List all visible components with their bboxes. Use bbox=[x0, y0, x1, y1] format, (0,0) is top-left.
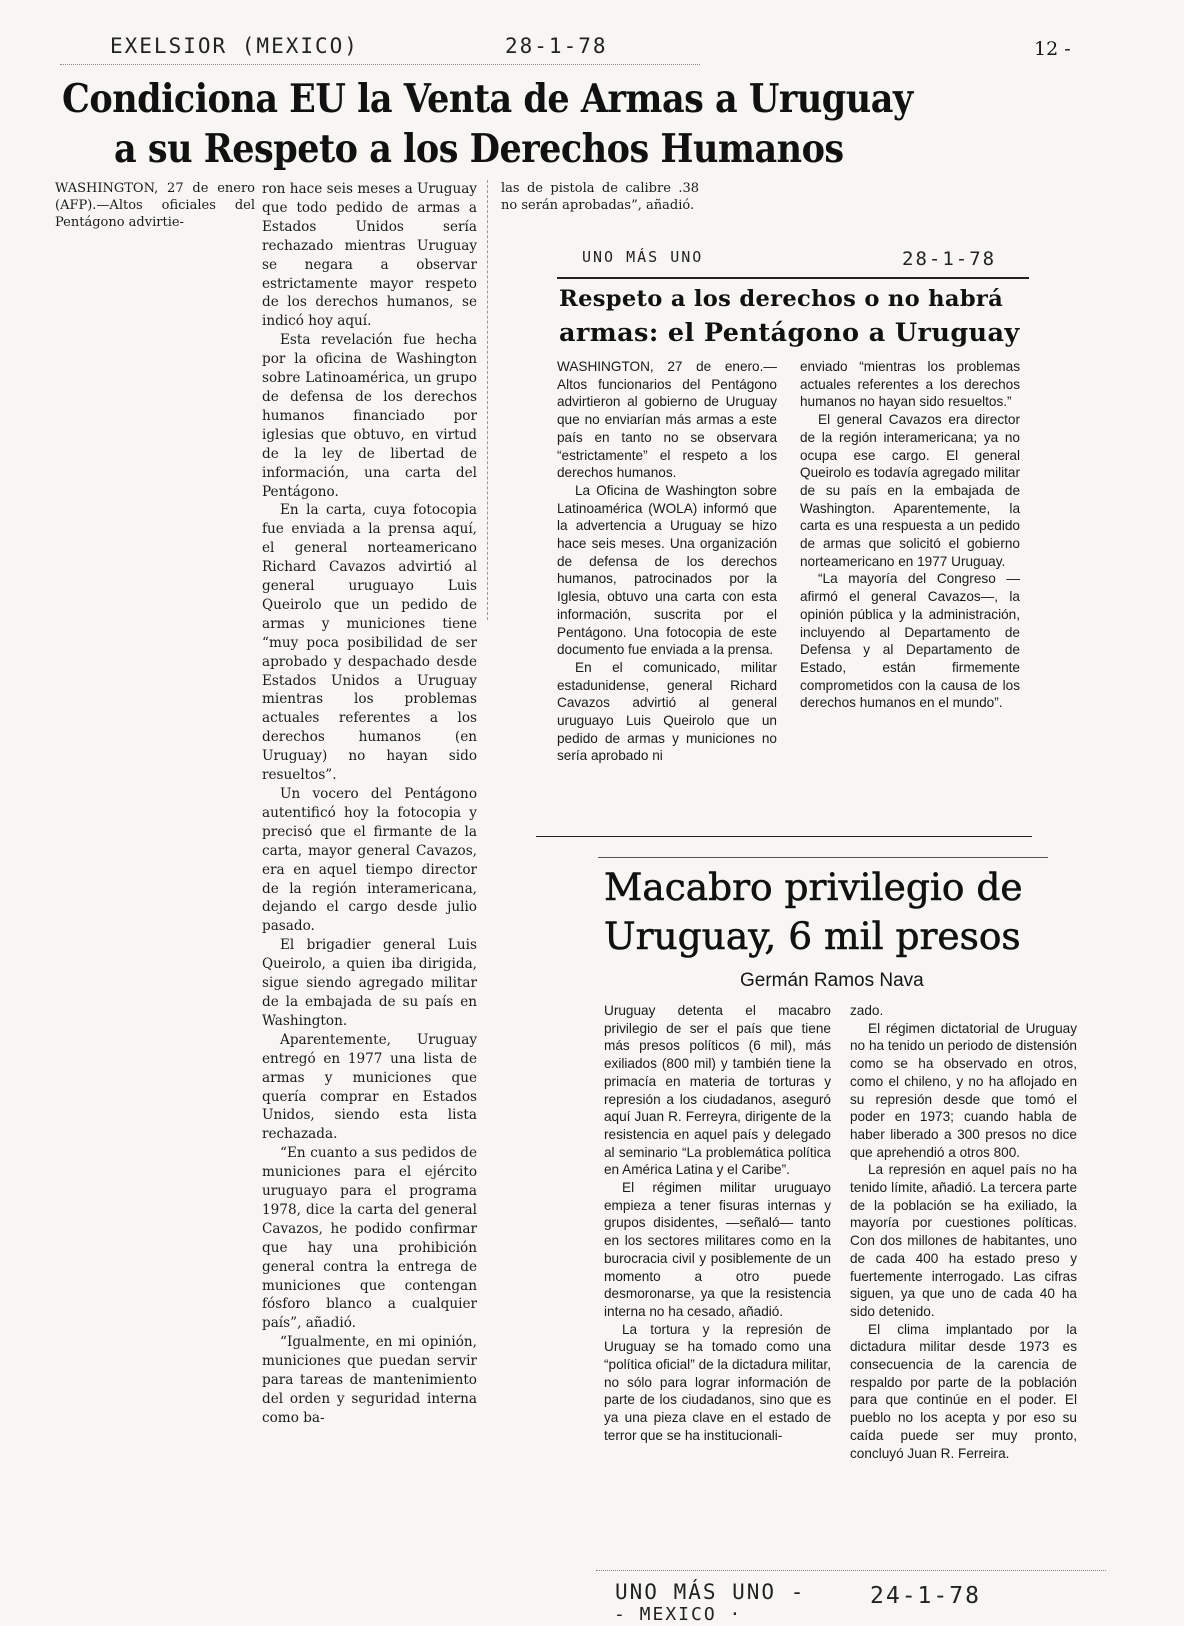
article1-paragraph: “Igualmente, en mi opinión, municiones que puedan servir para tareas de mantenimiento del orden y seguridad interna como ba- bbox=[262, 1334, 477, 1426]
source-annotation-top: EXELSIOR (MEXICO) bbox=[110, 34, 359, 58]
article1-column-1 bbox=[55, 180, 255, 231]
date-annotation-top: 28-1-78 bbox=[505, 34, 608, 58]
article3-paragraph: El clima implantado por la dictadura militar desde 1973 es consecuencia de la carencia de respaldo por parte de la población para que continúe en el poder. El pueblo no los acepta y por eso su caída puede ser muy pronto, concluyó Juan R. Ferreira. bbox=[850, 1321, 1077, 1461]
article1-paragraph: Un vocero del Pentágono autentificó hoy la fotocopia y precisó que el firmante de la carta, mayor general Cavazos, era en aquel tiempo director de la región interamericana, dejando el cargo desde julio pasado. bbox=[262, 786, 477, 935]
article3-paragraph: El régimen dictatorial de Uruguay no ha tenido un periodo de distensión como se ha observado en otros, como el chileno, y no ha aflojado en su represión desde que tomó el poder en 1973; cuando habla de haber liberado a 300 presos no dice que aprehendió a otros 800. bbox=[850, 1020, 1077, 1160]
page-number: 12 - bbox=[1034, 38, 1071, 60]
article2-top-rule bbox=[557, 277, 1029, 279]
article3-paragraph: La tortura y la represión de Uruguay se ha tomado como una “política oficial” de la dictadura militar, no sólo para lograr información de parte de los ciudadanos, sino que es ya una pieza clave en el estado de terror que se ha institucionali- bbox=[604, 1321, 831, 1443]
article3-bottom-edge bbox=[596, 1570, 1106, 1572]
article2-paragraph: La Oficina de Washington sobre Latinoamérica (WOLA) informó que la advertencia a Uruguay se hizo hace seis meses. Una organización de defensa de los derechos humanos, patrocinados por la Iglesia, obtuvo una carta con esta información, suscrita por el Pentágono. Una fotocopia de este documento fue enviada a la prensa. bbox=[557, 482, 777, 658]
article3-byline: Germán Ramos Nava bbox=[740, 970, 924, 991]
article3-headline-line2: Uruguay, 6 mil presos bbox=[604, 914, 1021, 958]
article1-paragraph: “En cuanto a sus pedidos de municiones para el ejército uruguayo para el programa 1978, dice la carta del general Cavazos, he podido confirmar que hay una prohibición general contra la entrega de municiones que contengan fósforo blanco a cualquier país”, añadió. bbox=[262, 1145, 477, 1332]
article1-paragraph: En la carta, cuya fotocopia fue enviada a la prensa aquí, el general norteamericano Richard Cavazos advirtió al general uruguayo Luis Queirolo que un pedido de armas y municiones tiene “muy poca posibilidad de ser aprobado y despachado desde Estados Unidos a Uruguay mientras los problemas actuales referentes a los derechos humanos (en Uruguay) no hayan sido resueltos”. bbox=[262, 502, 477, 784]
article3-headline-line1: Macabro privilegio de bbox=[604, 865, 1023, 909]
article2-bottom-rule bbox=[536, 836, 1032, 837]
article1-paragraph: Aparentemente, Uruguay entregó en 1977 una lista de armas y municiones que quería comprar en Estados Unidos, siendo esta lista rechazada. bbox=[262, 1031, 477, 1143]
article1-column-3 bbox=[501, 180, 699, 214]
article2-column-2 bbox=[800, 358, 1020, 712]
article3-top-rule bbox=[598, 857, 1048, 858]
date-annotation-bottom: 24-1-78 bbox=[870, 1583, 981, 1609]
article1-paragraph: El brigadier general Luis Queirolo, a quien iba dirigida, sigue siendo agregado militar de la embajada de su país en Washington. bbox=[262, 937, 477, 1029]
article3-paragraph: La represión en aquel país no ha tenido límite, añadió. La tercera parte de la población se ha exiliado, la mayoría por cuestiones políticas. Con dos millones de habitantes, uno de cada 400 ha estado preso y fuertemente interrogado. Las cifras siguen, ya que uno de cada 40 ha sido detenido. bbox=[850, 1162, 1077, 1319]
article3-paragraph: El régimen militar uruguayo empieza a tener fisuras internas y grupos disidentes, —señaló— tanto en los sectores militares como en la burocracia civil y posiblemente de un momento a otro puede desmoronarse, ya que la resistencia interna no ha cesado, añadió. bbox=[604, 1180, 831, 1319]
article2-paragraph: “La mayoría del Congreso —afirmó el general Cavazos—, la opinión pública y la administración, incluyendo al Departamento de Defensa y al Departamento de Estado, están firmemente comprometidos con la causa de los derechos humanos en el mundo”. bbox=[800, 571, 1020, 711]
article1-headline-line2: a su Respeto a los Derechos Humanos bbox=[114, 126, 844, 172]
article2-paragraph: WASHINGTON, 27 de enero.— Altos funcionarios del Pentágono advirtieron al gobierno de Uruguay que no enviarían más armas a este país en tanto no se observara “estrictamente” el respeto a los derechos humanos. bbox=[557, 359, 777, 481]
article3-column-1 bbox=[604, 1002, 831, 1445]
source-annotation-bottom-line1: UNO MÁS UNO - bbox=[615, 1580, 806, 1604]
top-clipping-edge bbox=[60, 64, 700, 66]
article1-paragraph: ron hace seis meses a Uruguay que todo pedido de armas a Estados Unidos sería rechazado mientras Uruguay se negara a observar estrictamente mayor respeto de los derechos humanos, se indicó hoy aquí. bbox=[262, 181, 477, 330]
article1-paragraph: Esta revelación fue hecha por la oficina de Washington sobre Latinoamérica, un grupo de defensa de los derechos humanos financiado por iglesias que obtuvo, en virtud de la ley de libertad de información, una carta del Pentágono. bbox=[262, 332, 477, 500]
article2-headline-line2: armas: el Pentágono a Uruguay bbox=[559, 318, 1020, 348]
date-annotation-mid: 28-1-78 bbox=[902, 248, 997, 270]
article3-column-2 bbox=[850, 1002, 1077, 1462]
article1-headline-line1: Condiciona EU la Venta de Armas a Uruguay bbox=[62, 76, 913, 122]
article3-paragraph: zado. bbox=[850, 1003, 884, 1018]
article1-column-divider bbox=[487, 180, 489, 620]
article2-column-1 bbox=[557, 358, 777, 765]
source-annotation-mid: UNO MÁS UNO bbox=[582, 248, 704, 266]
article1-col3-text: las de pistola de calibre .38 no serán aprobadas”, añadió. bbox=[501, 181, 699, 213]
article1-col1-text: WASHINGTON, 27 de enero (AFP).—Altos oficiales del Pentágono advirtie- bbox=[55, 181, 255, 230]
article3-paragraph: Uruguay detenta el macabro privilegio de ser el país que tiene más presos políticos (6 mil), más exiliados (800 mil) y también tiene la primacía en materia de torturas y represión a los ciudadanos, aseguró aquí Juan R. Ferreyra, dirigente de la resistencia en aquel país y delegado al seminario “La problemática política en América Latina y el Caribe”. bbox=[604, 1003, 831, 1178]
article2-paragraph: enviado “mientras los problemas actuales referentes a los derechos humanos no hayan sido resueltos.” bbox=[800, 359, 1020, 410]
article2-paragraph: El general Cavazos era director de la región interamericana; ya no ocupa ese cargo. El general Queirolo es todavía agregado militar de su país en la embajada de Washington. Aparentemente, la carta es una respuesta a un pedido de armas que solicitó el gobierno norteamericano en 1977 Uruguay. bbox=[800, 412, 1020, 569]
article2-headline-line1: Respeto a los derechos o no habrá bbox=[559, 286, 1004, 312]
article1-column-2 bbox=[262, 180, 477, 1428]
source-annotation-bottom-line2: - MEXICO · bbox=[614, 1604, 743, 1625]
article2-paragraph: En el comunicado, militar estadunidense, general Richard Cavazos advirtió al general uruguayo Luis Queirolo que un pedido de armas y municiones no sería aprobado ni bbox=[557, 659, 777, 764]
